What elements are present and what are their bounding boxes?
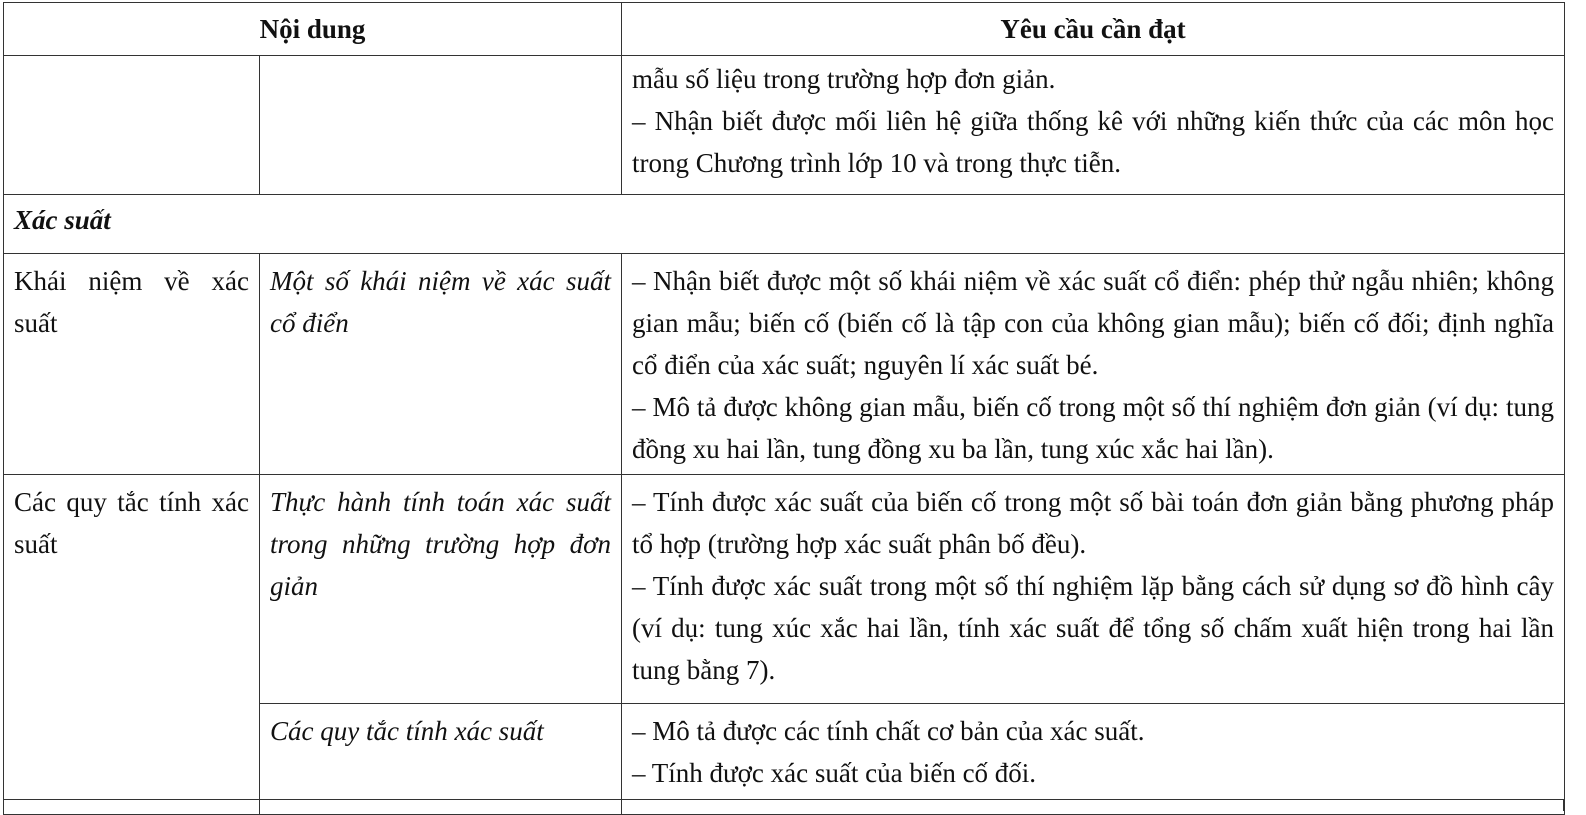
section-row bbox=[4, 195, 1565, 254]
header-content: Nội dung bbox=[4, 3, 622, 56]
table-row bbox=[4, 254, 1565, 475]
subtopic-cell bbox=[260, 254, 622, 475]
section-title: Xác suất bbox=[4, 195, 1565, 254]
topic-name: Các quy tắc tính xác suất bbox=[14, 487, 249, 559]
subtopic-name: Thực hành tính toán xác suất trong những trường hợp đơn giản bbox=[270, 487, 611, 601]
requirement-line: – Mô tả được các tính chất cơ bản của xác suất. bbox=[632, 716, 1145, 746]
requirement-line: – Tính được xác suất của biến cố đối. bbox=[632, 758, 1037, 788]
requirement-line: mẫu số liệu trong trường hợp đơn giản. bbox=[632, 64, 1056, 94]
table-row bbox=[4, 475, 1565, 704]
requirement-line: – Tính được xác suất trong một số thí nghiệm lặp bằng cách sử dụng sơ đồ hình cây (ví dụ: tung xúc xắc hai lần, tính xác suất để tổng số chấm xuất hiện trong hai lần tung bằng 7). bbox=[632, 571, 1554, 685]
topic-cell bbox=[4, 56, 260, 195]
requirement-line: – Tính được xác suất của biến cố trong một số bài toán đơn giản bằng phương pháp tổ hợp (trường hợp xác suất phân bố đều). bbox=[632, 487, 1554, 559]
requirements-cell bbox=[622, 704, 1565, 815]
requirements-cell bbox=[622, 254, 1565, 475]
topic-cell bbox=[4, 254, 260, 475]
requirements-cell bbox=[622, 56, 1565, 195]
subtopic-cell bbox=[260, 475, 622, 704]
requirement-line: – Mô tả được không gian mẫu, biến cố trong một số thí nghiệm đơn giản (ví dụ: tung đồng xu hai lần, tung đồng xu ba lần, tung xúc xắc hai lần). bbox=[632, 392, 1554, 464]
subtopic-name: Một số khái niệm về xác suất cổ điển bbox=[270, 266, 611, 338]
topic-cell bbox=[4, 475, 260, 815]
requirement-line: – Nhận biết được mối liên hệ giữa thống kê với những kiến thức của các môn học trong Chương trình lớp 10 và trong thực tiễn. bbox=[632, 106, 1554, 178]
subtopic-cell bbox=[260, 56, 622, 195]
topic-name: Khái niệm về xác suất bbox=[14, 266, 249, 338]
subtopic-cell bbox=[260, 704, 622, 815]
requirement-line: – Nhận biết được một số khái niệm về xác suất cổ điển: phép thử ngẫu nhiên; không gian mẫu; biến cố (biến cố là tập con của không gian mẫu); biến cố đối; định nghĩa cổ điển của xác suất; nguyên lí xác suất bé. bbox=[632, 266, 1554, 380]
next-row-edge bbox=[3, 799, 1564, 811]
header-requirements: Yêu cầu cần đạt bbox=[622, 3, 1565, 56]
table-row bbox=[4, 56, 1565, 195]
requirements-cell bbox=[622, 475, 1565, 704]
header-row bbox=[4, 3, 1565, 56]
subtopic-name: Các quy tắc tính xác suất bbox=[270, 716, 544, 746]
curriculum-table bbox=[3, 2, 1565, 815]
